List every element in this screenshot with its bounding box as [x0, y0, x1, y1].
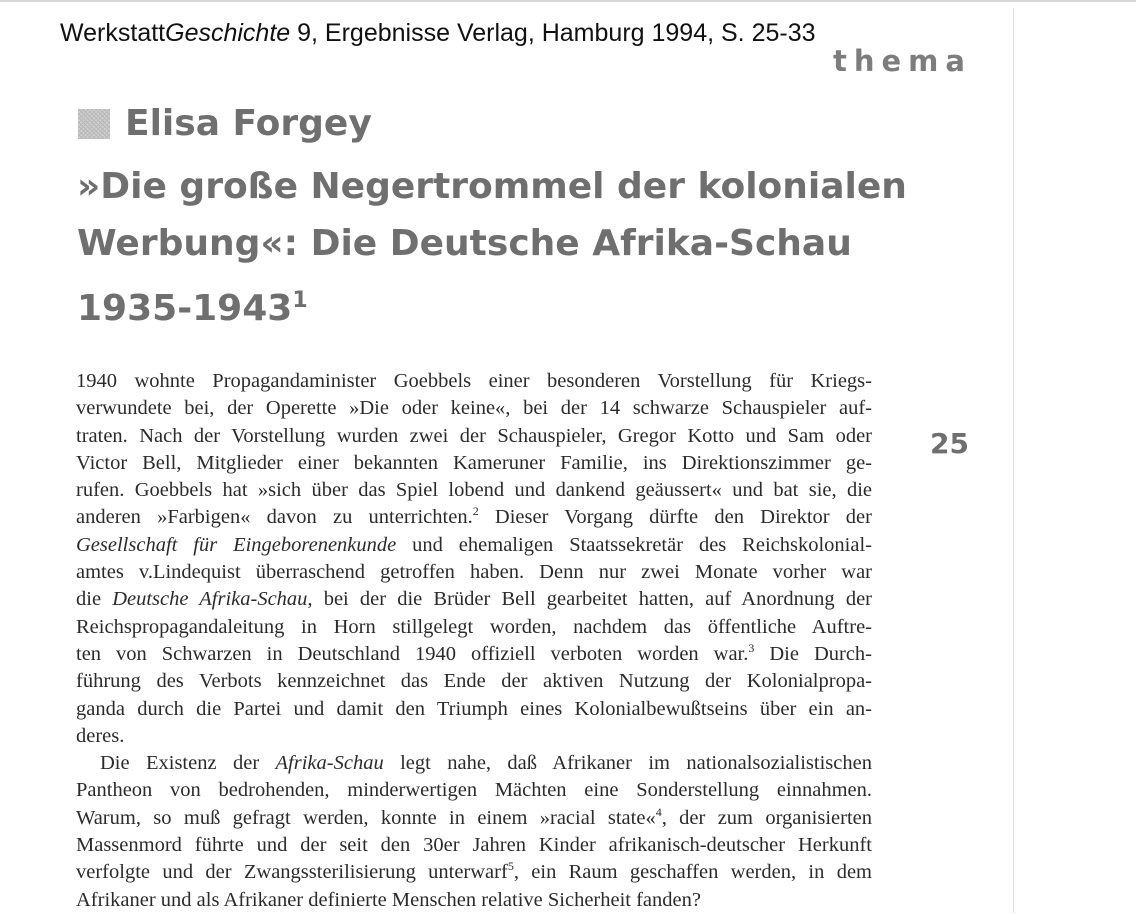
footnote-ref: 3	[748, 640, 755, 655]
body-line: deres.	[76, 724, 125, 747]
body-line	[76, 859, 872, 886]
footnote-ref: 2	[472, 504, 479, 519]
body-segment: verfolgte und der Zwangssterilisierung unterwarf	[76, 861, 508, 884]
body-segment: Die Durch-	[754, 642, 873, 665]
body-segment: , ein Raum geschaffen werden, in dem	[513, 861, 872, 884]
title-footnote-ref: 1	[292, 288, 308, 313]
body-line	[76, 586, 872, 613]
body-line: Afrikaner und als Afrikaner definierte Menschen relative Sicherheit fanden?	[76, 888, 701, 911]
citation-journal-italic: Geschichte	[165, 19, 291, 47]
body-line: Massenmord führte und der seit den 30er Jahren Kinder afrikanisch-deutscher Herkunft	[76, 834, 872, 857]
footnote-ref: 5	[507, 859, 514, 874]
title-line-3	[77, 272, 937, 337]
footnote-ref: 4	[655, 804, 662, 819]
title-line-1: »Die große Negertrommel der kolonialen	[77, 166, 907, 207]
body-line: Pantheon von bedrohenden, minderwertigen Mächten eine Sonderstellung einnahmen.	[76, 779, 872, 802]
top-border	[0, 0, 1136, 2]
body-segment: ten von Schwarzen in Deutschland 1940 offiziell verboten worden war.	[76, 642, 749, 665]
body-segment: Die Existenz der	[100, 752, 276, 775]
body-line: rufen. Goebbels hat »sich über das Spiel lobend und dankend geäussert« und bat sie, die	[76, 479, 872, 502]
body-segment: Dieser Vorgang dürfte den Direktor der	[478, 506, 872, 529]
body-line	[76, 532, 872, 559]
article-body	[76, 368, 872, 914]
body-segment: , bei der die Brüder Bell gearbeitet hatten, auf Anordnung der	[307, 588, 872, 611]
body-segment: die	[76, 588, 113, 611]
article-title	[77, 158, 937, 337]
page-right-edge	[1013, 8, 1014, 913]
body-line: traten. Nach der Vorstellung wurden zwei der Schauspieler, Gregor Kotto und Sam oder	[76, 424, 872, 447]
body-line	[76, 641, 872, 668]
body-line: verwundete bei, der Operette »Die oder keine«, bei der 14 schwarze Schauspieler auf-	[76, 397, 872, 420]
italic-term: Gesellschaft für Eingeborenenkunde	[76, 533, 397, 556]
body-line: amtes v.Lindequist überraschend getroffen haben. Denn nur zwei Monate vorher war	[76, 561, 872, 584]
section-label: thema	[833, 44, 972, 78]
body-line: Victor Bell, Mitglieder einer bekannten Kameruner Familie, ins Direktionszimmer ge-	[76, 451, 872, 474]
citation-rest: 9, Ergebnisse Verlag, Hamburg 1994, S. 25-33	[290, 19, 816, 47]
body-segment: anderen »Farbigen« davon zu unterrichten.	[76, 506, 473, 529]
author-name: Elisa Forgey	[125, 103, 372, 144]
body-segment: und ehemaligen Staatssekretär des Reichskolonial-	[396, 533, 872, 556]
body-line	[76, 750, 872, 777]
body-line: ganda durch die Partei und damit den Triumph eines Kolonialbewußtseins über ein an-	[76, 697, 872, 720]
body-line	[76, 504, 872, 531]
body-segment: , der zum organisierten	[661, 806, 872, 829]
source-citation	[60, 19, 816, 48]
page-number: 25	[930, 427, 969, 460]
body-segment: Warum, so muß gefragt werden, konnte in einem »racial state«	[76, 806, 656, 829]
author-marker-square	[78, 109, 110, 139]
italic-term: Deutsche Afrika-Schau	[112, 588, 308, 611]
italic-term: Afrika-Schau	[275, 752, 384, 775]
title-years: 1935-1943	[77, 288, 293, 329]
body-line	[76, 805, 872, 832]
title-line-2: Werbung«: Die Deutsche Afrika-Schau	[77, 223, 852, 264]
body-line: 1940 wohnte Propagandaminister Goebbels einer besonderen Vorstellung für Kriegs-	[76, 370, 872, 392]
citation-journal-prefix: Werkstatt	[60, 19, 166, 47]
body-segment: legt nahe, daß Afrikaner im nationalsozialistischen	[383, 752, 872, 775]
body-line: führung des Verbots kennzeichnet das Ende der aktiven Nutzung der Kolonialpropa-	[76, 670, 872, 693]
body-line: Reichspropagandaleitung in Horn stillgelegt worden, nachdem das öffentliche Auftre-	[76, 615, 872, 638]
